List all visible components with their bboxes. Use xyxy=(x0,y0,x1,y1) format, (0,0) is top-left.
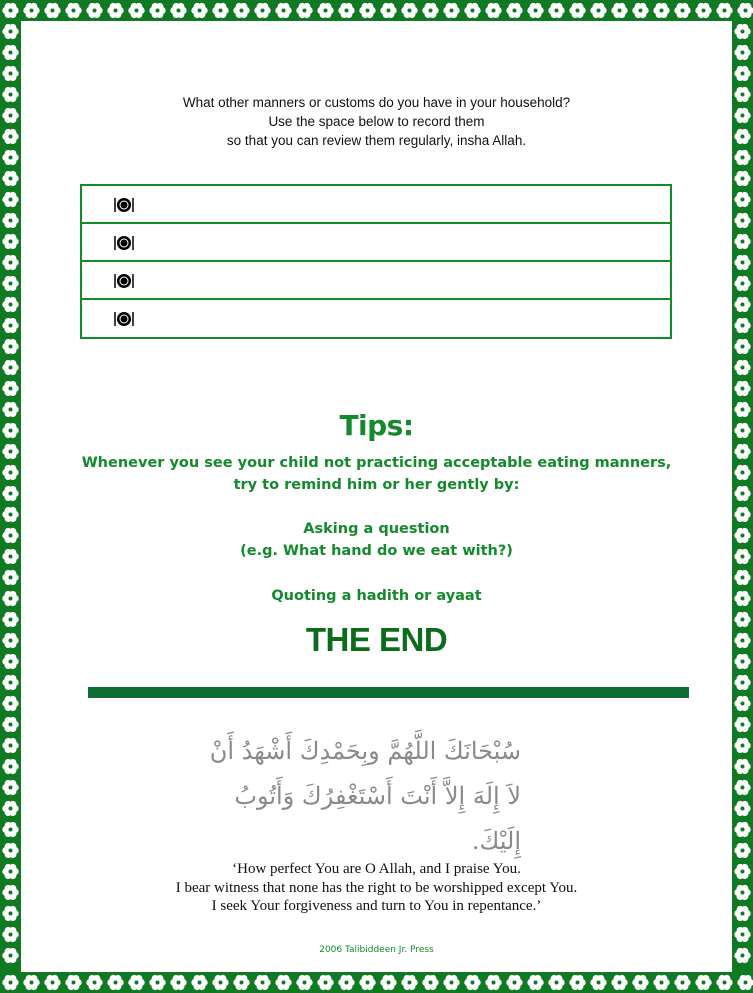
dua-arabic-line-2: لاَ إِلَهَ إِلاَّ أَنْتَ أَسْتَغْفِرُكَ وَأَتُوبُ xyxy=(234,782,521,810)
dua-translation-line-1: ‘How perfect You are O Allah, and I praise You. xyxy=(232,861,521,877)
record-row[interactable] xyxy=(82,300,670,337)
publisher-footer: 2006 Talibiddeen Jr. Press xyxy=(319,945,434,955)
intro-line-3: so that you can review them regularly, insha Allah. xyxy=(226,133,527,148)
dua-arabic-line-3: إِلَيْكَ. xyxy=(471,827,521,855)
page-content xyxy=(21,21,732,972)
tip-question-line-2: (e.g. What hand do we eat with?) xyxy=(240,543,513,559)
tips-intro-line-1: Whenever you see your child not practicing acceptable eating manners, xyxy=(81,455,672,471)
dua-translation-line-3: I seek Your forgiveness and turn to You in repentance.’ xyxy=(211,898,542,914)
intro-line-1: What other manners or customs do you have in your household? xyxy=(182,95,571,110)
plate-icon xyxy=(113,310,135,328)
plate-icon xyxy=(113,196,135,214)
record-table xyxy=(80,184,672,339)
intro-text xyxy=(21,93,732,150)
tips-title: Tips: xyxy=(339,409,414,442)
tips-intro-line-2: try to remind him or her gently by: xyxy=(233,477,520,493)
intro-line-2: Use the space below to record them xyxy=(268,114,485,129)
plate-icon xyxy=(113,234,135,252)
dua-translation xyxy=(21,860,732,916)
tip-question-line-1: Asking a question xyxy=(303,521,450,537)
dua-translation-line-2: I bear witness that none has the right to be worshipped except You. xyxy=(175,879,578,896)
record-row[interactable] xyxy=(82,224,670,262)
dua-arabic-line-1: سُبْحَانَكَ اللَّهُمَّ وبِحَمْدِكَ أَشْهَدُ أَنْ xyxy=(209,737,521,765)
tip-hadith: Quoting a hadith or ayaat xyxy=(271,588,482,604)
section-divider xyxy=(88,687,689,698)
plate-icon xyxy=(113,272,135,290)
record-row[interactable] xyxy=(82,186,670,224)
dua-arabic xyxy=(209,729,521,864)
record-row[interactable] xyxy=(82,262,670,300)
end-title: THE END xyxy=(305,621,448,658)
